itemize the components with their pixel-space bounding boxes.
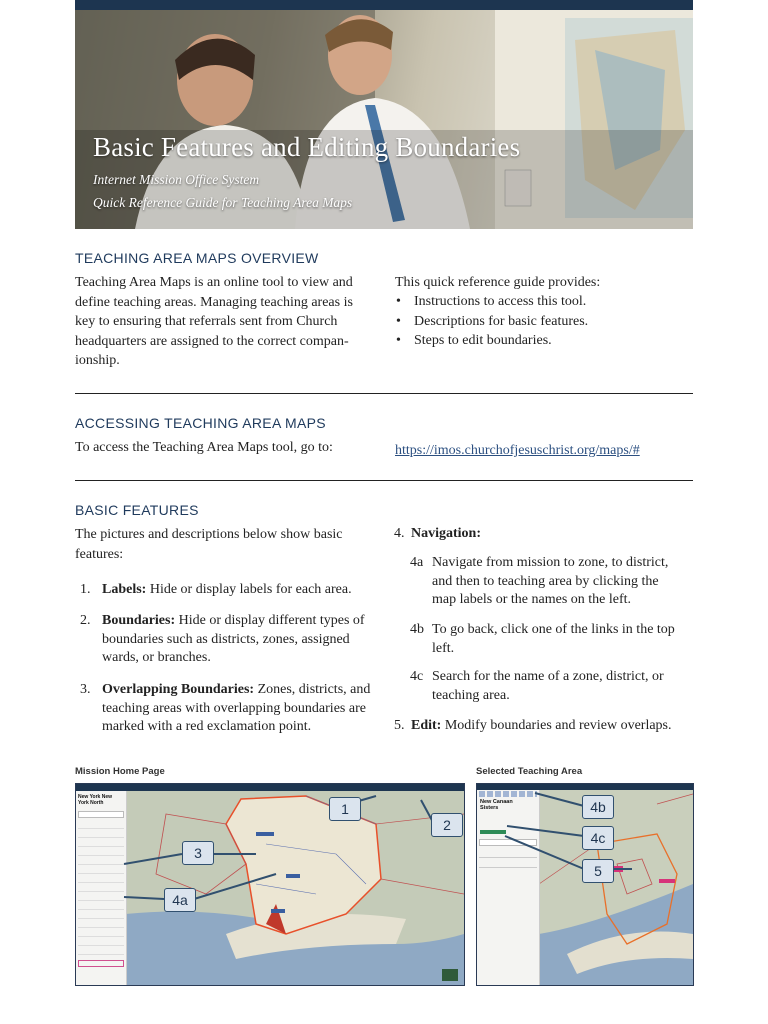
hero-subtitle-guide: Quick Reference Guide for Teaching Area Maps	[93, 195, 353, 210]
overview-intro: This quick reference guide provides:	[395, 275, 601, 290]
maps-url-link[interactable]: https://imos.churchofjesuschrist.org/maps/#	[395, 443, 640, 458]
mission-name: New York New York North	[78, 794, 112, 806]
feature-text: marked with a red exclamation point.	[102, 719, 312, 734]
top-bar	[75, 0, 693, 10]
feature-text: Hide or display different types of	[175, 613, 365, 628]
sub-number: 4c	[410, 669, 424, 684]
left-screenshot-caption: Mission Home Page	[75, 766, 165, 777]
feature-text: Hide or display labels for each area.	[146, 582, 352, 597]
bullet-item: • Steps to edit boundaries.	[395, 331, 588, 351]
overview-line: define teaching areas. Managing teaching areas is	[75, 294, 353, 310]
overview-line: key to ensuring that referrals sent from Church	[75, 314, 338, 329]
overview-bullets	[395, 292, 588, 351]
feature-number: 2.	[80, 613, 91, 628]
feature-text: Modify boundaries and review overlaps.	[441, 718, 672, 733]
sub-number: 4b	[410, 622, 424, 637]
overview-line: ionship.	[75, 353, 120, 368]
callout-connectors	[76, 784, 464, 985]
basic-intro	[75, 525, 375, 564]
feature-label: Edit:	[411, 718, 442, 733]
callout-1: 1	[329, 797, 361, 821]
hero-subtitle-system: Internet Mission Office System	[93, 172, 260, 187]
basic-intro-line: features:	[75, 546, 124, 562]
sub-number: 4a	[410, 555, 424, 570]
accessing-heading: ACCESSING TEACHING AREA MAPS	[75, 415, 326, 431]
callout-3: 3	[182, 841, 214, 865]
divider	[75, 480, 693, 481]
selected-area-screenshot	[476, 783, 694, 986]
right-screenshot-caption: Selected Teaching Area	[476, 766, 583, 777]
mission-home-screenshot	[75, 783, 465, 986]
callout-4a: 4a	[164, 888, 196, 912]
feature-number: 3.	[80, 682, 91, 697]
overview-line: Teaching Area Maps is an online tool to view and	[75, 275, 353, 290]
feature-label: Overlapping Boundaries:	[102, 682, 255, 697]
callout-4b: 4b	[582, 795, 614, 819]
feature-text: wards, or branches.	[102, 650, 211, 665]
feature-text: teaching areas with overlapping boundaries are	[102, 700, 366, 716]
sub-text: Search for the name of a zone, district, or	[432, 669, 664, 684]
basic-heading: BASIC FEATURES	[75, 502, 199, 518]
area-name: New Canaan Sisters	[480, 799, 513, 811]
feature-text: Zones, districts, and	[254, 682, 371, 697]
sub-text: Navigate from mission to zone, to district,	[432, 555, 669, 570]
sub-text: teaching area.	[432, 687, 510, 703]
callout-4c: 4c	[582, 826, 614, 850]
sub-text: and then to teaching area by clicking the	[432, 573, 659, 589]
feature-text: boundaries such as districts, zones, assigned	[102, 631, 350, 647]
overview-line: headquarters are assigned to the correct compan-	[75, 333, 349, 349]
divider	[75, 393, 693, 394]
feature-number: 4.	[394, 526, 405, 541]
hero-banner	[75, 10, 693, 229]
feature-label: Boundaries:	[102, 613, 176, 628]
bullet-item: • Descriptions for basic features.	[395, 312, 588, 332]
overview-heading: TEACHING AREA MAPS OVERVIEW	[75, 250, 319, 266]
callout-5: 5	[582, 859, 614, 883]
feature-label: Navigation:	[411, 526, 481, 541]
sub-text: left.	[432, 640, 455, 656]
sub-text: To go back, click one of the links in the top	[432, 622, 675, 637]
overview-text	[75, 273, 375, 371]
bullet-item: • Instructions to access this tool.	[395, 292, 588, 312]
feature-label: Labels:	[102, 582, 147, 597]
page-title: Basic Features and Editing Boundaries	[93, 132, 521, 162]
sub-text: map labels or the names on the left.	[432, 592, 632, 607]
feature-number: 1.	[80, 582, 91, 597]
basic-intro-line: The pictures and descriptions below show basic	[75, 527, 343, 542]
accessing-text: To access the Teaching Area Maps tool, go to:	[75, 440, 333, 455]
callout-2: 2	[431, 813, 463, 837]
feature-number: 5.	[394, 718, 405, 733]
